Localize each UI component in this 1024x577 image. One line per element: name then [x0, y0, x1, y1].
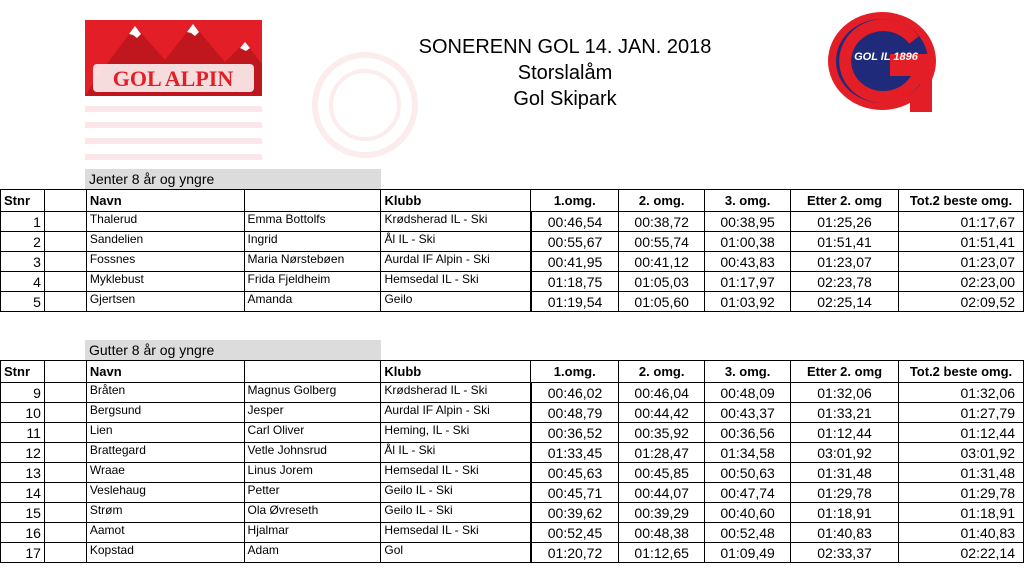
- stnr-cell: 3: [1, 252, 45, 272]
- total-cell: 01:23,07: [898, 252, 1023, 272]
- total-cell: 01:31,48: [898, 463, 1023, 483]
- table-row: [1, 272, 1024, 292]
- after2-cell: 01:23,07: [791, 252, 899, 272]
- total-cell: 01:12,44: [898, 423, 1023, 443]
- run1-cell: 00:45,71: [531, 483, 619, 503]
- last-name-cell: Myklebust: [86, 272, 244, 292]
- venue-name: Gol Skipark: [513, 88, 617, 110]
- first-name-cell: Jesper: [244, 403, 381, 423]
- table-row: [1, 232, 1024, 252]
- col-etter2: Etter 2. omg: [791, 190, 899, 212]
- run2-cell: 00:44,42: [619, 403, 705, 423]
- table-header-row: [1, 190, 1024, 212]
- table-row: [1, 463, 1024, 483]
- total-cell: 01:17,67: [898, 212, 1023, 232]
- first-name-cell: Hjalmar: [244, 523, 381, 543]
- club-cell: Geilo IL - Ski: [381, 483, 531, 503]
- after2-cell: 01:18,91: [791, 503, 899, 523]
- gol-alpin-logo: [85, 20, 262, 96]
- run1-cell: 00:48,79: [531, 403, 619, 423]
- page-title: SONERENN GOL 14. JAN. 2018: [418, 36, 712, 58]
- table-row: [1, 483, 1024, 503]
- col-omg3: 3. omg.: [705, 190, 791, 212]
- first-name-cell: Vetle Johnsrud: [244, 443, 381, 463]
- col-omg2: 2. omg.: [619, 190, 705, 212]
- run2-cell: 00:41,12: [619, 252, 705, 272]
- run2-cell: 00:38,72: [619, 212, 705, 232]
- last-name-cell: Bråten: [86, 383, 244, 403]
- club-cell: Hemsedal IL - Ski: [381, 272, 531, 292]
- last-name-cell: Strøm: [86, 503, 244, 523]
- table-row: [1, 252, 1024, 272]
- stnr-cell: 14: [1, 483, 45, 503]
- col-omg1: 1.omg.: [531, 190, 619, 212]
- club-cell: Geilo IL - Ski: [381, 503, 531, 523]
- after2-cell: 01:33,21: [791, 403, 899, 423]
- event-name: Storslalåm: [517, 62, 613, 84]
- stnr-cell: 2: [1, 232, 45, 252]
- table-row: [1, 523, 1024, 543]
- last-name-cell: Aamot: [86, 523, 244, 543]
- results-table-boys: [0, 360, 1024, 563]
- run1-cell: 01:20,72: [531, 543, 619, 563]
- club-cell: Krødsherad IL - Ski: [381, 383, 531, 403]
- club-cell: Aurdal IF Alpin - Ski: [381, 403, 531, 423]
- col-omg2: 2. omg.: [619, 361, 705, 383]
- table-row: [1, 443, 1024, 463]
- stnr-cell: 13: [1, 463, 45, 483]
- first-name-cell: Linus Jorem: [244, 463, 381, 483]
- run2-cell: 01:12,65: [619, 543, 705, 563]
- club-cell: Geilo: [381, 292, 531, 312]
- col-navn: Navn: [86, 190, 244, 212]
- total-cell: 02:09,52: [898, 292, 1023, 312]
- gol-il-logo: [826, 10, 938, 112]
- run3-cell: 00:36,56: [705, 423, 791, 443]
- last-name-cell: Gjertsen: [86, 292, 244, 312]
- run2-cell: 01:28,47: [619, 443, 705, 463]
- after2-cell: 01:29,78: [791, 483, 899, 503]
- run2-cell: 01:05,60: [619, 292, 705, 312]
- run3-cell: 01:34,58: [705, 443, 791, 463]
- total-cell: 01:40,83: [898, 523, 1023, 543]
- first-name-cell: Carl Oliver: [244, 423, 381, 443]
- after2-cell: 01:40,83: [791, 523, 899, 543]
- total-cell: 02:22,14: [898, 543, 1023, 563]
- stnr-cell: 16: [1, 523, 45, 543]
- run1-cell: 01:18,75: [531, 272, 619, 292]
- run2-cell: 00:35,92: [619, 423, 705, 443]
- club-cell: Ål IL - Ski: [381, 232, 531, 252]
- stnr-cell: 4: [1, 272, 45, 292]
- run3-cell: 01:09,49: [705, 543, 791, 563]
- table-row: [1, 383, 1024, 403]
- after2-cell: 03:01,92: [791, 443, 899, 463]
- first-name-cell: Ola Øvreseth: [244, 503, 381, 523]
- stnr-cell: 5: [1, 292, 45, 312]
- first-name-cell: Maria Nørstebøen: [244, 252, 381, 272]
- total-cell: 01:27,79: [898, 403, 1023, 423]
- table-row: [1, 403, 1024, 423]
- run3-cell: 01:17,97: [705, 272, 791, 292]
- run1-cell: 00:55,67: [531, 232, 619, 252]
- run3-cell: 00:50,63: [705, 463, 791, 483]
- table-row: [1, 503, 1024, 523]
- watermark-pattern: [85, 100, 262, 172]
- gol-il-logo-text: GOL IL 1896: [854, 51, 918, 63]
- col-blank: [44, 190, 86, 212]
- table-header-row: [1, 361, 1024, 383]
- total-cell: 01:51,41: [898, 232, 1023, 252]
- club-cell: Hemsedal IL - Ski: [381, 523, 531, 543]
- col-blank: [244, 190, 381, 212]
- run2-cell: 00:45,85: [619, 463, 705, 483]
- category-label-boys: Gutter 8 år og yngre: [85, 340, 381, 360]
- first-name-cell: Emma Bottolfs: [244, 212, 381, 232]
- table-row: [1, 212, 1024, 232]
- after2-cell: 02:25,14: [791, 292, 899, 312]
- last-name-cell: Wraae: [86, 463, 244, 483]
- last-name-cell: Bergsund: [86, 403, 244, 423]
- run1-cell: 00:36,52: [531, 423, 619, 443]
- last-name-cell: Sandelien: [86, 232, 244, 252]
- total-cell: 03:01,92: [898, 443, 1023, 463]
- col-omg1: 1.omg.: [531, 361, 619, 383]
- club-cell: Hemsedal IL - Ski: [381, 463, 531, 483]
- table-row: [1, 292, 1024, 312]
- stnr-cell: 1: [1, 212, 45, 232]
- after2-cell: 02:33,37: [791, 543, 899, 563]
- after2-cell: 01:12,44: [791, 423, 899, 443]
- run1-cell: 01:19,54: [531, 292, 619, 312]
- run1-cell: 01:33,45: [531, 443, 619, 463]
- club-cell: Gol: [381, 543, 531, 563]
- total-cell: 01:18,91: [898, 503, 1023, 523]
- stnr-cell: 15: [1, 503, 45, 523]
- total-cell: 02:23,00: [898, 272, 1023, 292]
- category-label-girls: Jenter 8 år og yngre: [85, 169, 381, 189]
- run3-cell: 00:43,37: [705, 403, 791, 423]
- club-cell: Krødsherad IL - Ski: [381, 212, 531, 232]
- after2-cell: 01:31,48: [791, 463, 899, 483]
- after2-cell: 01:32,06: [791, 383, 899, 403]
- col-blank: [44, 361, 86, 383]
- run3-cell: 00:43,83: [705, 252, 791, 272]
- first-name-cell: Frida Fjeldheim: [244, 272, 381, 292]
- last-name-cell: Lien: [86, 423, 244, 443]
- last-name-cell: Fossnes: [86, 252, 244, 272]
- col-stnr: Stnr: [1, 361, 45, 383]
- col-stnr: Stnr: [1, 190, 45, 212]
- stnr-cell: 11: [1, 423, 45, 443]
- run1-cell: 00:46,54: [531, 212, 619, 232]
- stnr-cell: 17: [1, 543, 45, 563]
- club-cell: Ål IL - Ski: [381, 443, 531, 463]
- after2-cell: 01:51,41: [791, 232, 899, 252]
- run2-cell: 00:44,07: [619, 483, 705, 503]
- run2-cell: 00:48,38: [619, 523, 705, 543]
- stnr-cell: 9: [1, 383, 45, 403]
- total-cell: 01:32,06: [898, 383, 1023, 403]
- first-name-cell: Magnus Golberg: [244, 383, 381, 403]
- run3-cell: 00:40,60: [705, 503, 791, 523]
- first-name-cell: Ingrid: [244, 232, 381, 252]
- last-name-cell: Veslehaug: [86, 483, 244, 503]
- run3-cell: 00:52,48: [705, 523, 791, 543]
- gol-alpin-logo-text: GOL ALPIN: [112, 66, 234, 91]
- run2-cell: 00:46,04: [619, 383, 705, 403]
- col-etter2: Etter 2. omg: [791, 361, 899, 383]
- run1-cell: 00:46,02: [531, 383, 619, 403]
- run2-cell: 00:39,29: [619, 503, 705, 523]
- run3-cell: 00:48,09: [705, 383, 791, 403]
- stnr-cell: 10: [1, 403, 45, 423]
- run1-cell: 00:52,45: [531, 523, 619, 543]
- run1-cell: 00:41,95: [531, 252, 619, 272]
- run3-cell: 01:03,92: [705, 292, 791, 312]
- first-name-cell: Petter: [244, 483, 381, 503]
- run3-cell: 01:00,38: [705, 232, 791, 252]
- col-omg3: 3. omg.: [705, 361, 791, 383]
- col-klubb: Klubb: [381, 190, 531, 212]
- after2-cell: 02:23,78: [791, 272, 899, 292]
- col-navn: Navn: [86, 361, 244, 383]
- col-blank: [244, 361, 381, 383]
- first-name-cell: Amanda: [244, 292, 381, 312]
- last-name-cell: Brattegard: [86, 443, 244, 463]
- club-cell: Heming, IL - Ski: [381, 423, 531, 443]
- stnr-cell: 12: [1, 443, 45, 463]
- table-row: [1, 543, 1024, 563]
- run2-cell: 00:55,74: [619, 232, 705, 252]
- col-tot2: Tot.2 beste omg.: [898, 361, 1023, 383]
- run3-cell: 00:47,74: [705, 483, 791, 503]
- run2-cell: 01:05,03: [619, 272, 705, 292]
- first-name-cell: Adam: [244, 543, 381, 563]
- col-tot2: Tot.2 beste omg.: [898, 190, 1023, 212]
- run3-cell: 00:38,95: [705, 212, 791, 232]
- last-name-cell: Kopstad: [86, 543, 244, 563]
- last-name-cell: Thalerud: [86, 212, 244, 232]
- club-cell: Aurdal IF Alpin - Ski: [381, 252, 531, 272]
- after2-cell: 01:25,26: [791, 212, 899, 232]
- results-table-girls: [0, 189, 1024, 312]
- total-cell: 01:29,78: [898, 483, 1023, 503]
- watermark-circle: [310, 20, 420, 190]
- table-row: [1, 423, 1024, 443]
- col-klubb: Klubb: [381, 361, 531, 383]
- run1-cell: 00:45,63: [531, 463, 619, 483]
- run1-cell: 00:39,62: [531, 503, 619, 523]
